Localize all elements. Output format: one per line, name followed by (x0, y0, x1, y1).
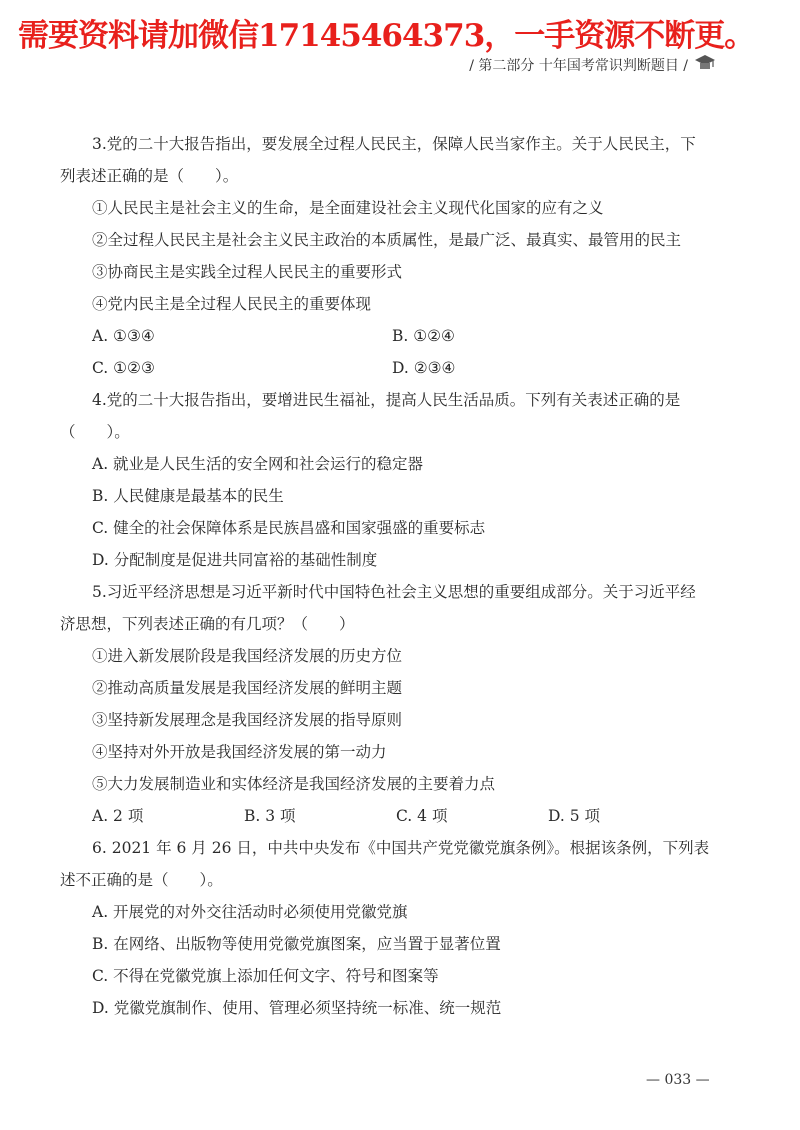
list-item: ①人民民主是社会主义的生命，是全面建设社会主义现代化国家的应有之义 (92, 199, 604, 217)
list-item: ④党内民主是全过程人民民主的重要体现 (92, 295, 372, 313)
question-5-options (60, 800, 710, 832)
option-d: D. 5 项 (548, 807, 601, 825)
question-5-stem: 5.习近平经济思想是习近平新时代中国特色社会主义思想的重要组成部分。关于习近平经济思想，下列表述正确的有几项？（ ） (60, 583, 696, 633)
graduation-cap-icon (694, 52, 716, 74)
question-3-stem: 3.党的二十大报告指出，要发展全过程人民民主，保障人民当家作主。关于人民民主，下列表述正确的是（ ）。 (60, 135, 696, 185)
watermark-banner: 需要资料请加微信17145464373，一手资源不断更。 (18, 18, 755, 54)
option-a: A. 就业是人民生活的安全网和社会运行的稳定器 (92, 455, 424, 473)
list-item: ②推动高质量发展是我国经济发展的鲜明主题 (92, 679, 403, 697)
option-a: A. ①③④ (92, 327, 155, 345)
option-a: A. 开展党的对外交往活动时必须使用党徽党旗 (92, 903, 408, 921)
option-c: C. 健全的社会保障体系是民族昌盛和国家强盛的重要标志 (92, 519, 486, 537)
question-3-options (60, 320, 710, 384)
option-c: C. ①②③ (92, 359, 155, 377)
running-header: / 第二部分 十年国考常识判断题目 / (469, 58, 688, 74)
option-b: B. ①②④ (392, 327, 455, 345)
option-c: C. 4 项 (396, 807, 448, 825)
list-item: ②全过程人民民主是社会主义民主政治的本质属性，是最广泛、最真实、最管用的民主 (92, 231, 682, 249)
page-number: — 033 — (646, 1072, 710, 1088)
option-c: C. 不得在党徽党旗上添加任何文字、符号和图案等 (92, 967, 439, 985)
question-body (60, 128, 710, 1024)
option-d: D. 分配制度是促进共同富裕的基础性制度 (92, 551, 378, 569)
list-item: ③协商民主是实践全过程人民民主的重要形式 (92, 263, 403, 281)
option-b: B. 在网络、出版物等使用党徽党旗图案，应当置于显著位置 (92, 935, 501, 953)
list-item: ①进入新发展阶段是我国经济发展的历史方位 (92, 647, 403, 665)
option-a: A. 2 项 (92, 807, 144, 825)
question-4-stem: 4.党的二十大报告指出，要增进民生福祉，提高人民生活品质。下列有关表述正确的是（ ）。 (60, 391, 681, 441)
list-item: ③坚持新发展理念是我国经济发展的指导原则 (92, 711, 403, 729)
option-b: B. 人民健康是最基本的民生 (92, 487, 284, 505)
question-6-stem: 6. 2021 年 6 月 26 日，中共中央发布《中国共产党党徽党旗条例》。根据该条例，下列表述不正确的是（ ）。 (60, 839, 710, 889)
option-d: D. 党徽党旗制作、使用、管理必须坚持统一标准、统一规范 (92, 999, 502, 1017)
option-d: D. ②③④ (392, 359, 456, 377)
list-item: ④坚持对外开放是我国经济发展的第一动力 (92, 743, 387, 761)
list-item: ⑤大力发展制造业和实体经济是我国经济发展的主要着力点 (92, 775, 496, 793)
option-b: B. 3 项 (244, 807, 296, 825)
